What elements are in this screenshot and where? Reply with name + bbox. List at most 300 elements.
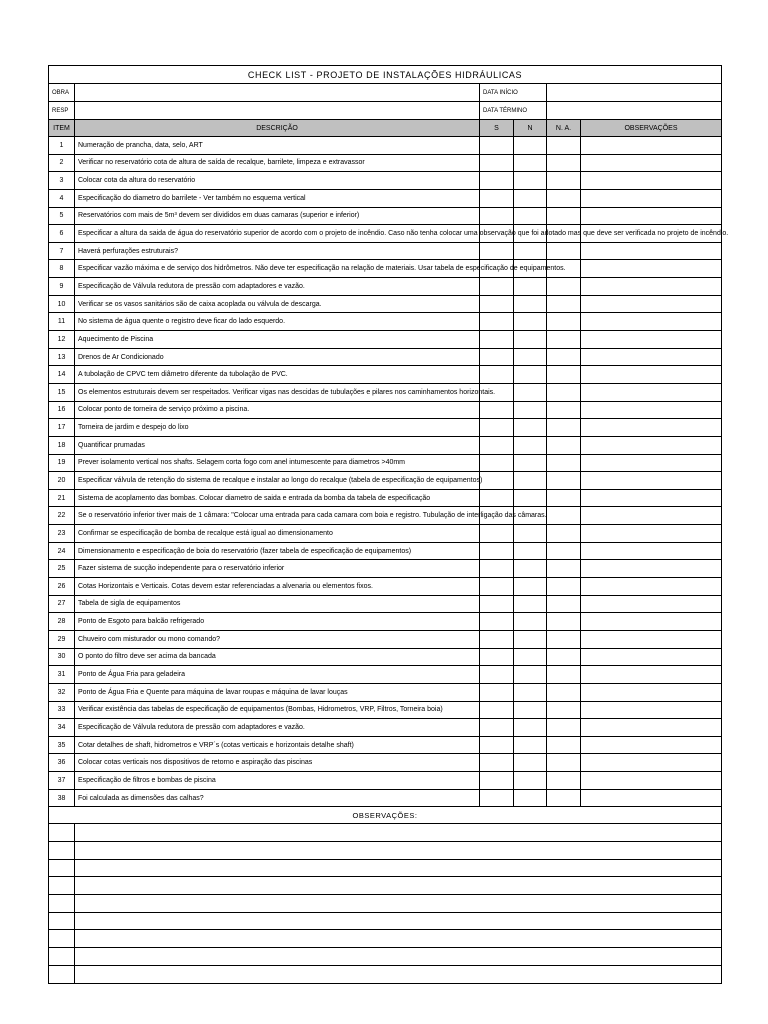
checklist-row bbox=[49, 348, 722, 366]
item-number: 8 bbox=[49, 260, 75, 278]
observacao-blank-field[interactable] bbox=[75, 824, 722, 842]
check-n-cell[interactable] bbox=[514, 242, 547, 260]
observacao-cell[interactable] bbox=[581, 701, 722, 719]
item-description: Reservatórios com mais de 5m³ devem ser divididos em duas camaras (superior e inferior) bbox=[75, 207, 480, 225]
check-s-cell[interactable] bbox=[480, 278, 514, 296]
checklist-row bbox=[49, 542, 722, 560]
check-s-cell[interactable] bbox=[480, 489, 514, 507]
checklist-row bbox=[49, 507, 722, 525]
check-na-cell[interactable] bbox=[547, 313, 581, 331]
item-description: Especificação de Válvula redutora de pressão com adaptadores e vazão. bbox=[75, 719, 480, 737]
check-na-cell[interactable] bbox=[547, 525, 581, 543]
check-na-cell[interactable] bbox=[547, 772, 581, 790]
check-s-cell[interactable] bbox=[480, 366, 514, 384]
observacao-cell[interactable] bbox=[581, 260, 722, 278]
observacao-cell[interactable] bbox=[581, 630, 722, 648]
item-description: Verificar existência das tabelas de especificação de equipamentos (Bombas, Hidrometros, VRP, Filtros, Torneira boia) bbox=[75, 701, 480, 719]
observacoes-section-title: OBSERVAÇÕES: bbox=[49, 807, 722, 824]
observacao-blank-field[interactable] bbox=[75, 930, 722, 948]
check-na-cell[interactable] bbox=[547, 630, 581, 648]
observacao-blank-row bbox=[49, 859, 722, 877]
checklist-table bbox=[48, 65, 729, 984]
check-s-cell[interactable] bbox=[480, 172, 514, 190]
checklist-row bbox=[49, 331, 722, 349]
item-description: Tabela de sigla de equipamentos bbox=[75, 595, 480, 613]
check-s-cell[interactable] bbox=[480, 683, 514, 701]
item-number: 35 bbox=[49, 736, 75, 754]
observacao-cell[interactable] bbox=[581, 295, 722, 313]
check-s-cell[interactable] bbox=[480, 242, 514, 260]
item-number: 29 bbox=[49, 630, 75, 648]
check-na-cell[interactable] bbox=[547, 331, 581, 349]
check-n-cell[interactable] bbox=[514, 542, 547, 560]
item-number: 5 bbox=[49, 207, 75, 225]
check-s-cell[interactable] bbox=[480, 331, 514, 349]
item-description: Ponto de Água Fria e Quente para máquina de lavar roupas e máquina de lavar louças bbox=[75, 683, 480, 701]
check-n-cell[interactable] bbox=[514, 172, 547, 190]
item-description: Sistema de acoplamento das bombas. Colocar diametro de saida e entrada da bomba da tabela de especificação bbox=[75, 489, 480, 507]
check-s-cell[interactable] bbox=[480, 595, 514, 613]
item-description: Foi calculada as dimensões das calhas? bbox=[75, 789, 480, 807]
observacao-blank-row bbox=[49, 948, 722, 966]
checklist-row bbox=[49, 366, 722, 384]
check-s-cell[interactable] bbox=[480, 719, 514, 737]
check-n-cell[interactable] bbox=[514, 525, 547, 543]
observacao-cell[interactable] bbox=[581, 348, 722, 366]
item-description: Prever isolamento vertical nos shafts. Selagem corta fogo com anel intumescente para diametros >40mm bbox=[75, 454, 480, 472]
check-s-cell[interactable] bbox=[480, 525, 514, 543]
check-s-cell[interactable] bbox=[480, 666, 514, 684]
checklist-row bbox=[49, 736, 722, 754]
item-number: 14 bbox=[49, 366, 75, 384]
check-na-cell[interactable] bbox=[547, 454, 581, 472]
observacao-blank-index bbox=[49, 930, 75, 948]
resp-label: RESP bbox=[49, 102, 75, 120]
check-n-cell[interactable] bbox=[514, 560, 547, 578]
observacao-cell[interactable] bbox=[581, 542, 722, 560]
check-na-cell[interactable] bbox=[547, 719, 581, 737]
item-description: Os elementos estruturais devem ser respeitados. Verificar vigas nas descidas de tubulações e pilares nos caminhamentos horizontais. bbox=[75, 383, 480, 401]
item-description: Cotas Horizontais e Verticais. Cotas devem estar referenciadas a alvenaria ou elementos fixos. bbox=[75, 578, 480, 596]
check-na-cell[interactable] bbox=[547, 578, 581, 596]
observacao-cell[interactable] bbox=[581, 207, 722, 225]
item-description: Especificação do diametro do barrilete - Ver também no esquema vertical bbox=[75, 189, 480, 207]
item-number: 4 bbox=[49, 189, 75, 207]
observacao-blank-row bbox=[49, 895, 722, 913]
check-n-cell[interactable] bbox=[514, 313, 547, 331]
item-description: Verificar no reservatório cota de altura de saída de recalque, barrilete, limpeza e extravassor bbox=[75, 154, 480, 172]
check-na-cell[interactable] bbox=[547, 542, 581, 560]
observacao-cell[interactable] bbox=[581, 242, 722, 260]
check-n-cell[interactable] bbox=[514, 489, 547, 507]
item-description: Aquecimento de Piscina bbox=[75, 331, 480, 349]
item-description: Especificar vazão máxima e de serviço dos hidrômetros. Não deve ter especificação na relação de materiais. Usar tabela de especificação de equipamentos. bbox=[75, 260, 480, 278]
check-na-cell[interactable] bbox=[547, 207, 581, 225]
check-n-cell[interactable] bbox=[514, 419, 547, 437]
item-number: 36 bbox=[49, 754, 75, 772]
item-number: 22 bbox=[49, 507, 75, 525]
observacao-blank-index bbox=[49, 895, 75, 913]
check-n-cell[interactable] bbox=[514, 295, 547, 313]
check-n-cell[interactable] bbox=[514, 789, 547, 807]
observacao-cell[interactable] bbox=[581, 772, 722, 790]
item-number: 15 bbox=[49, 383, 75, 401]
check-n-cell[interactable] bbox=[514, 454, 547, 472]
observacao-cell[interactable] bbox=[581, 595, 722, 613]
checklist-row bbox=[49, 613, 722, 631]
header-descricao: DESCRIÇÃO bbox=[75, 120, 480, 137]
item-description: Se o reservatório inferior tiver mais de 1 câmara: "Colocar uma entrada para cada camara com boia e registro. Tubulação de interligação das câmaras. bbox=[75, 507, 480, 525]
check-s-cell[interactable] bbox=[480, 348, 514, 366]
check-na-cell[interactable] bbox=[547, 701, 581, 719]
item-description: Numeração de prancha, data, selo, ART bbox=[75, 137, 480, 155]
check-n-cell[interactable] bbox=[514, 137, 547, 155]
checklist-row bbox=[49, 295, 722, 313]
item-description: O ponto do filtro deve ser acima da bancada bbox=[75, 648, 480, 666]
item-number: 10 bbox=[49, 295, 75, 313]
observacao-cell[interactable] bbox=[581, 436, 722, 454]
item-number: 9 bbox=[49, 278, 75, 296]
item-number: 3 bbox=[49, 172, 75, 190]
item-number: 24 bbox=[49, 542, 75, 560]
item-number: 21 bbox=[49, 489, 75, 507]
check-s-cell[interactable] bbox=[480, 189, 514, 207]
check-na-cell[interactable] bbox=[547, 507, 581, 525]
check-na-cell[interactable] bbox=[547, 683, 581, 701]
observacao-cell[interactable] bbox=[581, 154, 722, 172]
check-n-cell[interactable] bbox=[514, 666, 547, 684]
check-na-cell[interactable] bbox=[547, 137, 581, 155]
check-s-cell[interactable] bbox=[480, 754, 514, 772]
obra-label: OBRA bbox=[49, 84, 75, 102]
check-s-cell[interactable] bbox=[480, 154, 514, 172]
item-number: 17 bbox=[49, 419, 75, 437]
check-n-cell[interactable] bbox=[514, 648, 547, 666]
check-na-cell[interactable] bbox=[547, 401, 581, 419]
check-na-cell[interactable] bbox=[547, 419, 581, 437]
check-n-cell[interactable] bbox=[514, 348, 547, 366]
observacao-blank-field[interactable] bbox=[75, 842, 722, 860]
checklist-row bbox=[49, 137, 722, 155]
check-s-cell[interactable] bbox=[480, 560, 514, 578]
item-number: 18 bbox=[49, 436, 75, 454]
checklist-row bbox=[49, 683, 722, 701]
check-na-cell[interactable] bbox=[547, 348, 581, 366]
item-description: Especificação de Válvula redutora de pressão com adaptadores e vazão. bbox=[75, 278, 480, 296]
check-s-cell[interactable] bbox=[480, 648, 514, 666]
check-na-cell[interactable] bbox=[547, 295, 581, 313]
checklist-row bbox=[49, 278, 722, 296]
header-observacoes: OBSERVAÇÕES bbox=[581, 120, 722, 137]
item-number: 20 bbox=[49, 472, 75, 490]
item-description: Fazer sistema de sucção independente para o reservatório inferior bbox=[75, 560, 480, 578]
checklist-row bbox=[49, 436, 722, 454]
item-number: 16 bbox=[49, 401, 75, 419]
observacao-blank-index bbox=[49, 877, 75, 895]
sheet-title: CHECK LIST - PROJETO DE INSTALAÇÕES HIDRÁULICAS bbox=[49, 66, 722, 84]
checklist-row bbox=[49, 172, 722, 190]
check-n-cell[interactable] bbox=[514, 630, 547, 648]
checklist-row bbox=[49, 242, 722, 260]
check-s-cell[interactable] bbox=[480, 613, 514, 631]
check-na-cell[interactable] bbox=[547, 383, 581, 401]
observacao-blank-index bbox=[49, 965, 75, 983]
check-n-cell[interactable] bbox=[514, 436, 547, 454]
item-number: 19 bbox=[49, 454, 75, 472]
check-n-cell[interactable] bbox=[514, 613, 547, 631]
check-s-cell[interactable] bbox=[480, 578, 514, 596]
item-number: 34 bbox=[49, 719, 75, 737]
check-n-cell[interactable] bbox=[514, 736, 547, 754]
checklist-row bbox=[49, 313, 722, 331]
item-description: Verificar se os vasos sanitários são de caixa acoplada ou válvula de descarga. bbox=[75, 295, 480, 313]
checklist-row bbox=[49, 454, 722, 472]
observacao-cell[interactable] bbox=[581, 278, 722, 296]
item-description: Cotar detalhes de shaft, hidrometros e VRP´s (cotas verticais e horizontais detalhe shaft) bbox=[75, 736, 480, 754]
data-inicio-label: DATA INÍCIO bbox=[480, 84, 547, 102]
observacao-blank-field[interactable] bbox=[75, 948, 722, 966]
data-termino-label: DATA TÉRMINO bbox=[480, 102, 547, 120]
item-description: No sistema de água quente o registro deve ficar do lado esquerdo. bbox=[75, 313, 480, 331]
observacao-blank-index bbox=[49, 824, 75, 842]
check-na-cell[interactable] bbox=[547, 242, 581, 260]
check-s-cell[interactable] bbox=[480, 701, 514, 719]
item-number: 31 bbox=[49, 666, 75, 684]
check-na-cell[interactable] bbox=[547, 154, 581, 172]
check-na-cell[interactable] bbox=[547, 666, 581, 684]
checklist-row bbox=[49, 225, 722, 243]
item-description: Torneira de jardim e despejo do lixo bbox=[75, 419, 480, 437]
check-n-cell[interactable] bbox=[514, 207, 547, 225]
check-s-cell[interactable] bbox=[480, 419, 514, 437]
item-description: Chuveiro com misturador ou mono comando? bbox=[75, 630, 480, 648]
check-s-cell[interactable] bbox=[480, 401, 514, 419]
item-number: 27 bbox=[49, 595, 75, 613]
check-s-cell[interactable] bbox=[480, 772, 514, 790]
observacao-cell[interactable] bbox=[581, 789, 722, 807]
check-na-cell[interactable] bbox=[547, 736, 581, 754]
check-s-cell[interactable] bbox=[480, 207, 514, 225]
observacao-cell[interactable] bbox=[581, 489, 722, 507]
check-s-cell[interactable] bbox=[480, 295, 514, 313]
observacao-cell[interactable] bbox=[581, 754, 722, 772]
checklist-row bbox=[49, 189, 722, 207]
check-n-cell[interactable] bbox=[514, 719, 547, 737]
check-na-cell[interactable] bbox=[547, 789, 581, 807]
item-description: Quantificar prumadas bbox=[75, 436, 480, 454]
observacao-cell[interactable] bbox=[581, 525, 722, 543]
checklist-row bbox=[49, 754, 722, 772]
observacao-cell[interactable] bbox=[581, 331, 722, 349]
observacao-cell[interactable] bbox=[581, 560, 722, 578]
item-number: 7 bbox=[49, 242, 75, 260]
item-number: 25 bbox=[49, 560, 75, 578]
item-description: Confirmar se especificação de bomba de recalque está igual ao dimensionamento bbox=[75, 525, 480, 543]
item-number: 11 bbox=[49, 313, 75, 331]
item-description: Especificação de filtros e bombas de piscina bbox=[75, 772, 480, 790]
check-s-cell[interactable] bbox=[480, 313, 514, 331]
observacao-cell[interactable] bbox=[581, 613, 722, 631]
item-description: Especificar válvula de retenção do sistema de recalque e instalar ao longo do recalque (tabela de especificação de equipamentos) bbox=[75, 472, 480, 490]
item-number: 38 bbox=[49, 789, 75, 807]
check-s-cell[interactable] bbox=[480, 137, 514, 155]
item-number: 2 bbox=[49, 154, 75, 172]
item-description: Dimensionamento e especificação de boia do reservatório (fazer tabela de especificação de equipamentos) bbox=[75, 542, 480, 560]
check-na-cell[interactable] bbox=[547, 595, 581, 613]
check-na-cell[interactable] bbox=[547, 489, 581, 507]
observacao-blank-index bbox=[49, 859, 75, 877]
data-inicio-field[interactable] bbox=[547, 84, 722, 102]
check-n-cell[interactable] bbox=[514, 472, 547, 490]
observacao-cell[interactable] bbox=[581, 366, 722, 384]
item-number: 23 bbox=[49, 525, 75, 543]
observacao-blank-row bbox=[49, 842, 722, 860]
observacao-cell[interactable] bbox=[581, 507, 722, 525]
item-number: 32 bbox=[49, 683, 75, 701]
check-n-cell[interactable] bbox=[514, 595, 547, 613]
observacao-cell[interactable] bbox=[581, 454, 722, 472]
header-item: ITEM bbox=[49, 120, 75, 137]
observacao-blank-row bbox=[49, 824, 722, 842]
check-s-cell[interactable] bbox=[480, 436, 514, 454]
check-n-cell[interactable] bbox=[514, 278, 547, 296]
item-description: Colocar ponto de torneira de serviço próximo a piscina. bbox=[75, 401, 480, 419]
observacao-blank-row bbox=[49, 912, 722, 930]
check-na-cell[interactable] bbox=[547, 648, 581, 666]
data-termino-field[interactable] bbox=[547, 102, 722, 120]
check-n-cell[interactable] bbox=[514, 401, 547, 419]
item-description: Especificar a altura da saida de água do reservatório superior de acordo com o projeto de incêndio. Caso não tenha colocar uma observação que foi adotado mas que deve ser verificada no projeto de incêndio. bbox=[75, 225, 480, 243]
item-description: Colocar cotas verticais nos dispositivos de retorno e aspiração das piscinas bbox=[75, 754, 480, 772]
checklist-row bbox=[49, 630, 722, 648]
observacao-cell[interactable] bbox=[581, 683, 722, 701]
checklist-row bbox=[49, 401, 722, 419]
observacao-cell[interactable] bbox=[581, 401, 722, 419]
observacao-blank-field[interactable] bbox=[75, 912, 722, 930]
item-number: 30 bbox=[49, 648, 75, 666]
check-s-cell[interactable] bbox=[480, 454, 514, 472]
checklist-row bbox=[49, 154, 722, 172]
observacao-blank-index bbox=[49, 948, 75, 966]
observacao-cell[interactable] bbox=[581, 736, 722, 754]
item-number: 13 bbox=[49, 348, 75, 366]
check-s-cell[interactable] bbox=[480, 630, 514, 648]
checklist-row bbox=[49, 719, 722, 737]
item-number: 6 bbox=[49, 225, 75, 243]
checklist-row bbox=[49, 383, 722, 401]
observacao-blank-row bbox=[49, 930, 722, 948]
check-na-cell[interactable] bbox=[547, 472, 581, 490]
observacao-cell[interactable] bbox=[581, 472, 722, 490]
item-number: 33 bbox=[49, 701, 75, 719]
check-n-cell[interactable] bbox=[514, 701, 547, 719]
observacao-cell[interactable] bbox=[581, 578, 722, 596]
observacao-blank-index bbox=[49, 912, 75, 930]
check-n-cell[interactable] bbox=[514, 366, 547, 384]
checklist-row bbox=[49, 789, 722, 807]
check-n-cell[interactable] bbox=[514, 578, 547, 596]
check-n-cell[interactable] bbox=[514, 754, 547, 772]
observacao-cell[interactable] bbox=[581, 172, 722, 190]
check-n-cell[interactable] bbox=[514, 331, 547, 349]
item-description: Colocar cota da altura do reservatório bbox=[75, 172, 480, 190]
header-n: N bbox=[514, 120, 547, 137]
check-na-cell[interactable] bbox=[547, 613, 581, 631]
item-description: Drenos de Ar Condicionado bbox=[75, 348, 480, 366]
checklist-row bbox=[49, 666, 722, 684]
item-number: 28 bbox=[49, 613, 75, 631]
check-na-cell[interactable] bbox=[547, 560, 581, 578]
header-s: S bbox=[480, 120, 514, 137]
checklist-row bbox=[49, 419, 722, 437]
check-s-cell[interactable] bbox=[480, 472, 514, 490]
check-na-cell[interactable] bbox=[547, 172, 581, 190]
check-n-cell[interactable] bbox=[514, 189, 547, 207]
checklist-row bbox=[49, 207, 722, 225]
check-s-cell[interactable] bbox=[480, 789, 514, 807]
observacao-cell[interactable] bbox=[581, 137, 722, 155]
check-na-cell[interactable] bbox=[547, 754, 581, 772]
header-na: N. A. bbox=[547, 120, 581, 137]
check-n-cell[interactable] bbox=[514, 772, 547, 790]
checklist-row bbox=[49, 772, 722, 790]
checklist-row bbox=[49, 648, 722, 666]
observacao-blank-index bbox=[49, 842, 75, 860]
checklist-row bbox=[49, 560, 722, 578]
item-description: A tubolação de CPVC tem diâmetro diferente da tubolação de PVC. bbox=[75, 366, 480, 384]
check-na-cell[interactable] bbox=[547, 366, 581, 384]
item-number: 37 bbox=[49, 772, 75, 790]
observacao-cell[interactable] bbox=[581, 648, 722, 666]
item-description: Ponto de Esgoto para balcão refrigerado bbox=[75, 613, 480, 631]
check-n-cell[interactable] bbox=[514, 683, 547, 701]
observacao-cell[interactable] bbox=[581, 313, 722, 331]
observacao-blank-row bbox=[49, 965, 722, 983]
item-description: Haverá perfurações estruturais? bbox=[75, 242, 480, 260]
check-n-cell[interactable] bbox=[514, 154, 547, 172]
checklist-row bbox=[49, 525, 722, 543]
item-description: Ponto de Água Fria para geladeira bbox=[75, 666, 480, 684]
check-na-cell[interactable] bbox=[547, 436, 581, 454]
item-number: 12 bbox=[49, 331, 75, 349]
resp-field[interactable] bbox=[75, 102, 480, 120]
observacao-cell[interactable] bbox=[581, 189, 722, 207]
observacao-blank-row bbox=[49, 877, 722, 895]
observacao-cell[interactable] bbox=[581, 419, 722, 437]
checklist-row bbox=[49, 595, 722, 613]
check-na-cell[interactable] bbox=[547, 189, 581, 207]
observacao-cell[interactable] bbox=[581, 383, 722, 401]
check-na-cell[interactable] bbox=[547, 278, 581, 296]
check-s-cell[interactable] bbox=[480, 736, 514, 754]
check-n-cell[interactable] bbox=[514, 383, 547, 401]
observacao-blank-field[interactable] bbox=[75, 859, 722, 877]
checklist-row bbox=[49, 701, 722, 719]
checklist-row bbox=[49, 472, 722, 490]
observacao-blank-field[interactable] bbox=[75, 877, 722, 895]
obra-field[interactable] bbox=[75, 84, 480, 102]
item-number: 26 bbox=[49, 578, 75, 596]
checklist-row bbox=[49, 489, 722, 507]
checklist-row bbox=[49, 260, 722, 278]
observacao-cell[interactable] bbox=[581, 666, 722, 684]
item-number: 1 bbox=[49, 137, 75, 155]
checklist-row bbox=[49, 578, 722, 596]
check-s-cell[interactable] bbox=[480, 542, 514, 560]
observacao-blank-field[interactable] bbox=[75, 895, 722, 913]
observacao-cell[interactable] bbox=[581, 719, 722, 737]
observacao-blank-field[interactable] bbox=[75, 965, 722, 983]
